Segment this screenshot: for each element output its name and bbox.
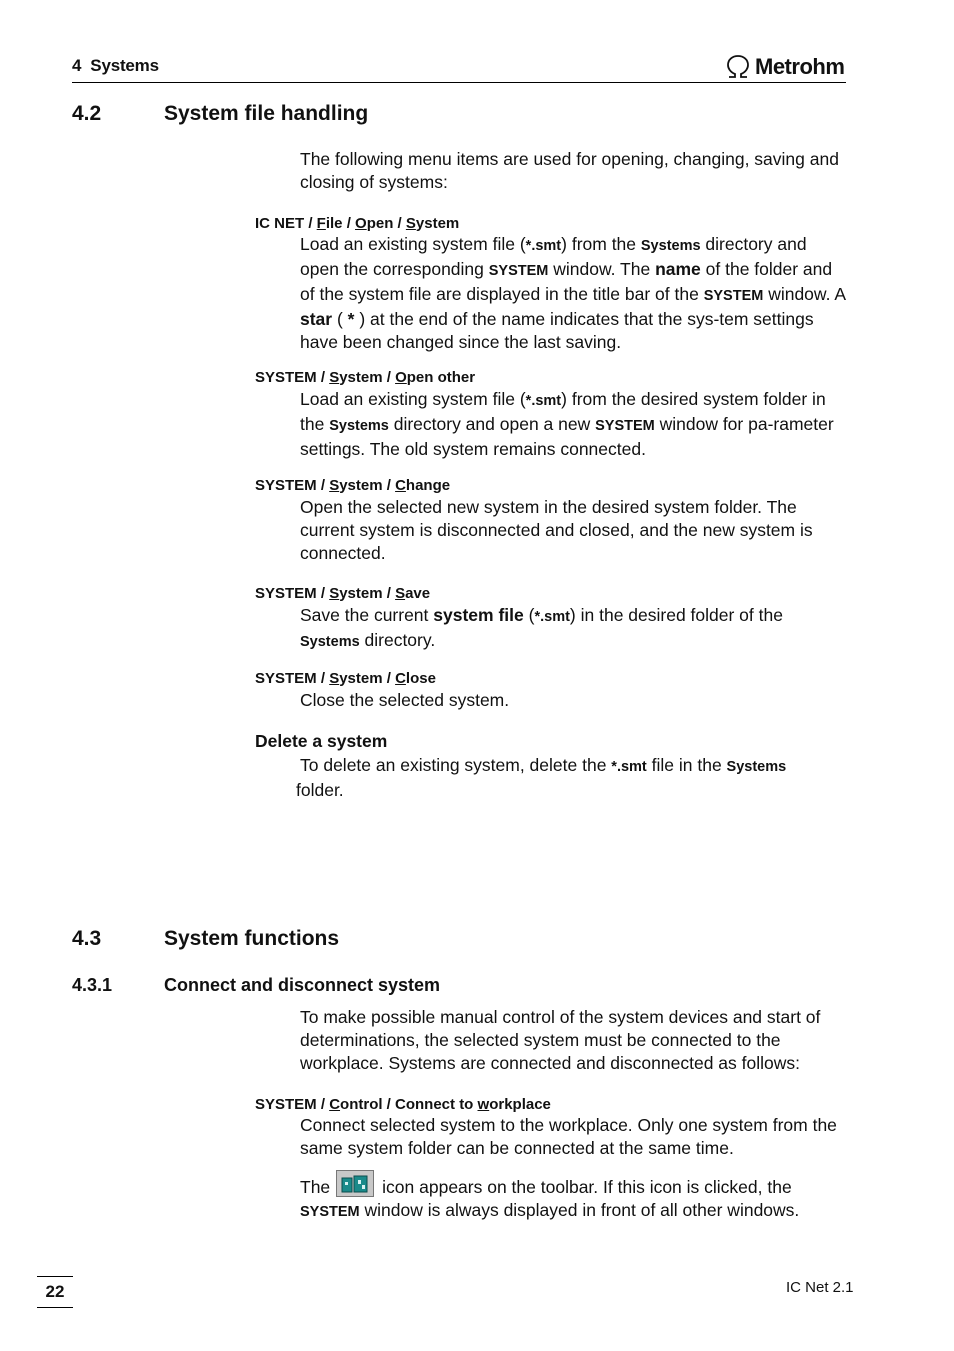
delete-description: To delete an existing system, delete the *.smt file in the Systems folder. [296,755,787,800]
command-description: Close the selected system. [300,690,510,710]
header-rule [72,82,846,83]
subsection-intro: To make possible manual control of the system devices and start of determinations, the selected system must be connected to the workplace. Systems are connected and disconnected as follows: [300,1007,821,1073]
product-name: IC Net 2.1 [786,1279,854,1296]
menu-command-control-connect: SYSTEM / Control / Connect to workplace [255,1096,551,1113]
menu-command-system-close: SYSTEM / System / Close [255,670,436,687]
icon-description: The icon appears on the toolbar. If this icon is clicked, the SYSTEM window is always displayed in front of all other windows. [300,1170,848,1224]
menu-command-system-open-other: SYSTEM / System / Open other [255,369,476,386]
subsection-number: 4.3.1 [72,975,113,995]
menu-command-system-change: SYSTEM / System / Change [255,477,451,494]
section-intro: The following menu items are used for opening, changing, saving and closing of systems: [300,149,839,192]
subheading-delete-system: Delete a system [255,731,388,751]
command-description: Load an existing system file (*.smt) from the desired system folder in the Systems directory and open a new SYSTEM window for pa-rameter settings. The old system remains connected. [300,389,834,459]
section-title: System functions [164,927,340,950]
command-description: Load an existing system file (*.smt) from the Systems directory and open the corresponding SYSTEM window. The name of the folder and of the system file are displayed in the title bar of the SYSTEM window. A star ( * ) at the end of the name indicates that the sys-tem settings have been changed since the last saving. [300,234,846,352]
section-number: 4.2 [72,102,102,125]
section-title: System file handling [164,102,369,125]
command-description: Open the selected new system in the desired system folder. The current system is disconnected and closed, and the new system is connected. [300,497,813,563]
command-description: Connect selected system to the workplace. Only one system from the same system folder can be connected at the same time. [300,1115,837,1158]
metrohm-logo [725,52,844,82]
section-heading-4-2 [72,102,672,130]
omega-logo-icon [725,54,751,80]
section-heading-4-3 [72,927,672,955]
menu-command-system-save: SYSTEM / System / Save [255,585,431,602]
running-header-chapter: 4 Systems [72,56,159,75]
page-number: 22 [37,1276,73,1308]
subsection-title: Connect and disconnect system [164,975,441,995]
section-number: 4.3 [72,927,102,950]
subsection-heading-4-3-1 [72,975,672,999]
system-toolbar-icon [336,1170,374,1197]
logo-text: Metrohm [755,54,845,79]
menu-command-file-open-system: IC NET / File / Open / System [255,215,460,232]
command-description: Save the current system file (*.smt) in the desired folder of the Systems directory. [300,605,783,650]
